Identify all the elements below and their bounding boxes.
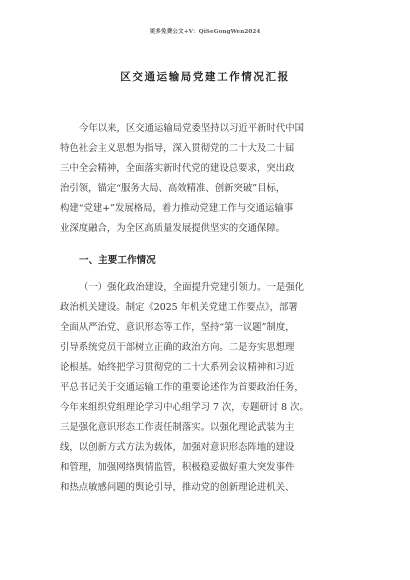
intro-line: 构建“党建+”发展格局，着力推动党建工作与交通运输事 — [60, 203, 294, 214]
body-line: 和管理，加强网络舆情监管，积极稳妥做好重大突发事件 — [60, 462, 295, 473]
body-line: 全面从严治党、意识形态等工作，坚持“第一议题”制度， — [60, 322, 295, 333]
body-line: 和热点敏感问题的舆论引导，推动党的创新理论进机关、 — [60, 482, 295, 493]
header-promo-note: 更多免费公文+V：QiSeGongWen2024 — [149, 29, 261, 35]
intro-line: 特色社会主义思想为指导，深入贯彻党的二十大及二十届 — [60, 143, 295, 154]
body-line: （一）强化政治建设，全面提升党建引领力。一是强化 — [79, 282, 305, 293]
body-line: 平总书记关于交通运输工作的重要论述作为首要政治任务， — [60, 382, 304, 393]
intro-line: 治引领，锚定“服务大局、高效精准、创新突破”目标， — [60, 183, 286, 194]
body-line: 三是强化意识形态工作责任制落实。以强化理论武装为主 — [60, 422, 295, 433]
body-line: 线，以创新方式方法为载体，加强对意识形态阵地的建设 — [60, 442, 295, 453]
intro-line: 今年以来，区交通运输局党委坚持以习近平新时代中国 — [79, 123, 305, 134]
body-line: 引导系统党员干部树立正确的政治方向。二是夯实思想理 — [60, 342, 295, 353]
section-heading: 一、主要工作情况 — [79, 255, 156, 266]
body-line: 政治机关建设。制定《2025 年机关党建工作要点》，部署 — [60, 302, 298, 313]
body-line: 论根基。始终把学习贯彻党的二十大系列会议精神和习近 — [60, 362, 295, 373]
document-title: 区交通运输局党建工作情况汇报 — [120, 71, 290, 83]
intro-line: 三中全会精神，全面落实新时代党的建设总要求，突出政 — [60, 163, 295, 174]
intro-line: 业深度融合，为全区高质量发展提供坚实的交通保障。 — [60, 223, 286, 234]
body-line: 今年来组织党组理论学习中心组学习 7 次，专题研讨 8 次。 — [60, 402, 309, 413]
